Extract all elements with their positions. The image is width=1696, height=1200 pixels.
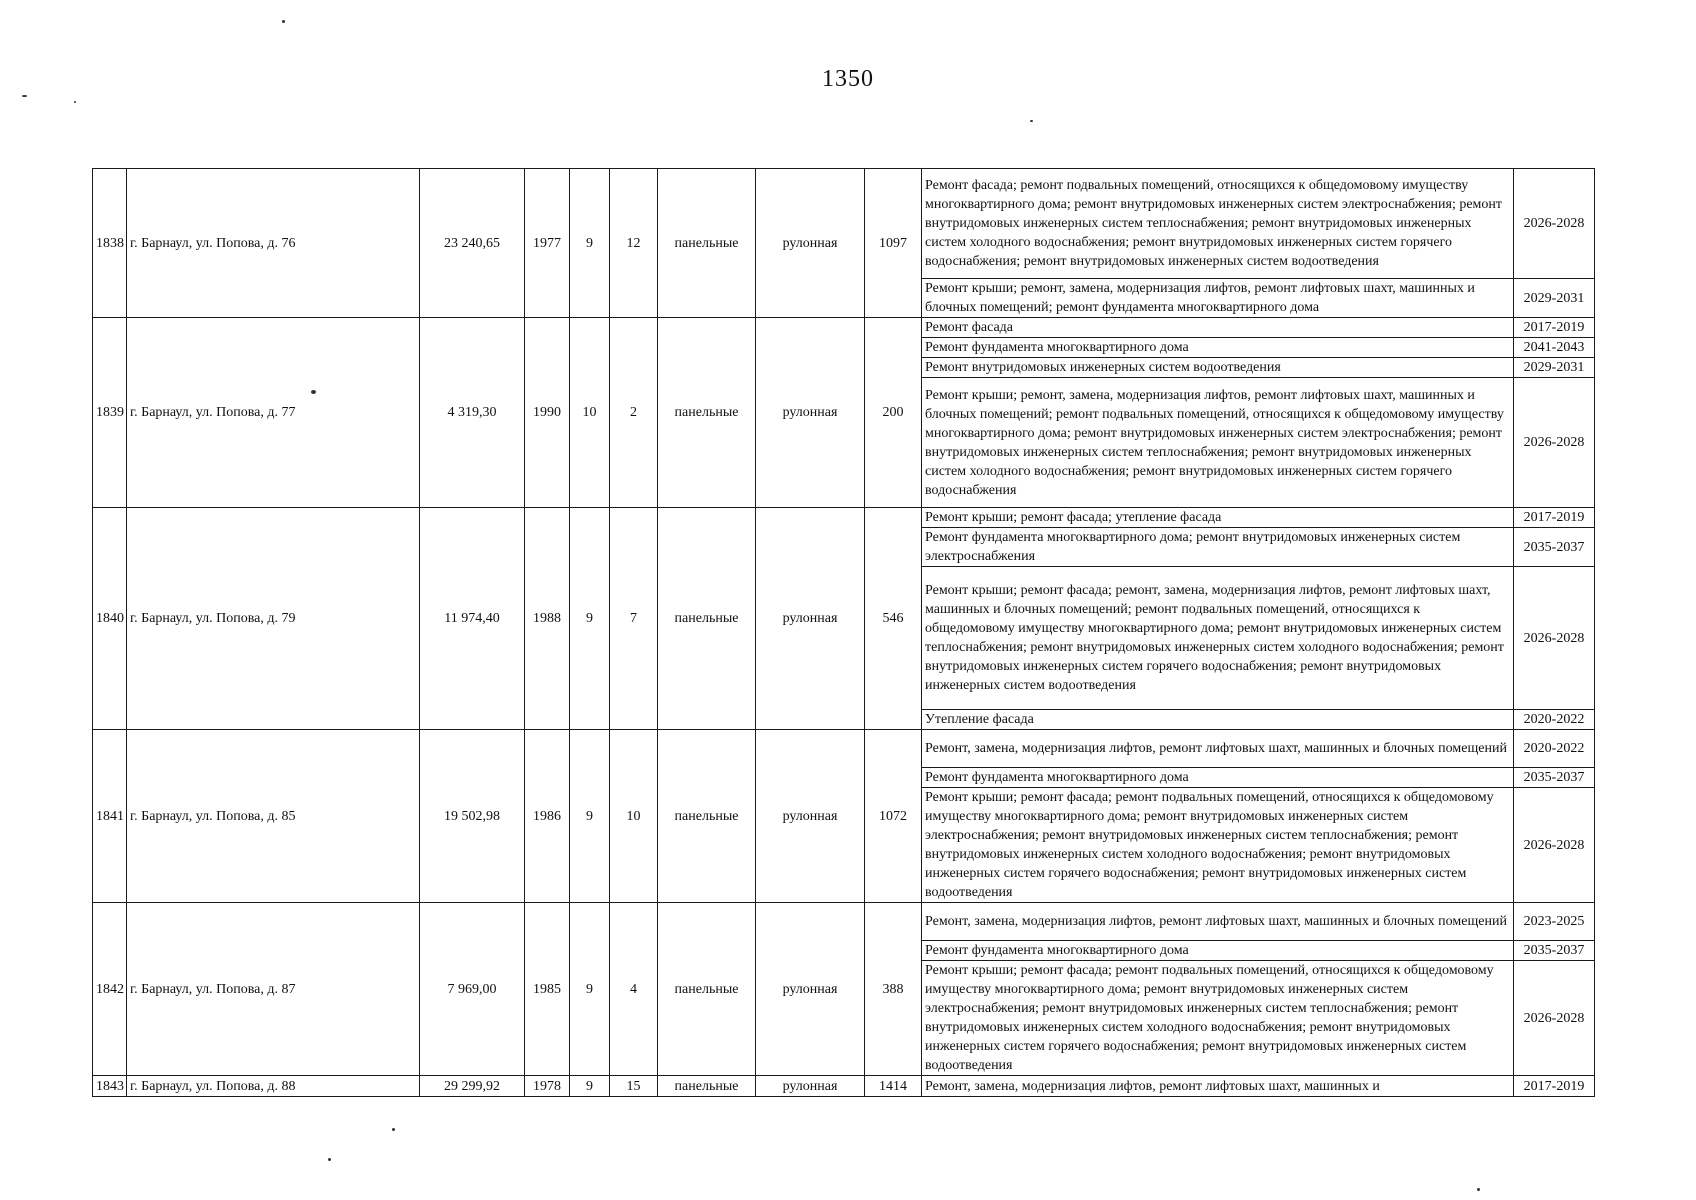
address: г. Барнаул, ул. Попова, д. 85 [127, 730, 420, 903]
work-description: Ремонт, замена, модернизация лифтов, ремонт лифтовых шахт, машинных и блочных помещений [922, 903, 1514, 941]
work-description: Ремонт крыши; ремонт фасада; ремонт, замена, модернизация лифтов, ремонт лифтовых шахт, машинных и блочных помещений; ремонт подвальных помещений, относящихся к общедомовому имуществу многоквартирного дома; ремонт внутридомовых инженерных систем теплоснабжения; ремонт внутридомовых инженерных систем холодного водоснабжения; ремонт внутридомовых инженерных систем горячего водоснабжения; ремонт внутридомовых инженерных систем водоотведения [922, 567, 1514, 710]
work-description: Ремонт крыши; ремонт, замена, модернизация лифтов, ремонт лифтовых шахт, машинных и блочных помещений; ремонт фундамента многоквартирного дома [922, 279, 1514, 318]
scan-speck [1477, 1188, 1480, 1191]
total-area: 4 319,30 [420, 318, 525, 508]
scan-speck [282, 20, 285, 23]
scan-speck [311, 390, 316, 394]
floors-count: 10 [570, 318, 610, 508]
work-description: Ремонт фундамента многоквартирного дома; ремонт внутридомовых инженерных систем электроснабжения [922, 528, 1514, 567]
work-description: Ремонт, замена, модернизация лифтов, ремонт лифтовых шахт, машинных и [922, 1076, 1514, 1097]
scan-speck [74, 101, 76, 103]
wall-material: панельные [658, 903, 756, 1076]
entrances-count: 10 [610, 730, 658, 903]
scan-speck [328, 1158, 331, 1161]
row-number: 1842 [93, 903, 127, 1076]
build-year: 1977 [525, 169, 570, 318]
address: г. Барнаул, ул. Попова, д. 88 [127, 1076, 420, 1097]
address: г. Барнаул, ул. Попова, д. 77 [127, 318, 420, 508]
build-year: 1985 [525, 903, 570, 1076]
roof-type: рулонная [756, 903, 865, 1076]
work-description: Ремонт внутридомовых инженерных систем водоотведения [922, 358, 1514, 378]
work-description: Ремонт фундамента многоквартирного дома [922, 768, 1514, 788]
residents-count: 1072 [865, 730, 922, 903]
address: г. Барнаул, ул. Попова, д. 76 [127, 169, 420, 318]
work-description: Ремонт фундамента многоквартирного дома [922, 941, 1514, 961]
work-period: 2041-2043 [1514, 338, 1595, 358]
table-row [93, 730, 1595, 768]
scan-speck [392, 1128, 395, 1131]
build-year: 1990 [525, 318, 570, 508]
work-period: 2017-2019 [1514, 508, 1595, 528]
work-period: 2017-2019 [1514, 1076, 1595, 1097]
work-period: 2026-2028 [1514, 169, 1595, 279]
work-period: 2020-2022 [1514, 730, 1595, 768]
entrances-count: 2 [610, 318, 658, 508]
table-row [93, 318, 1595, 338]
address: г. Барнаул, ул. Попова, д. 79 [127, 508, 420, 730]
work-period: 2026-2028 [1514, 567, 1595, 710]
floors-count: 9 [570, 508, 610, 730]
wall-material: панельные [658, 508, 756, 730]
scan-speck [22, 95, 27, 97]
entrances-count: 4 [610, 903, 658, 1076]
floors-count: 9 [570, 1076, 610, 1097]
build-year: 1988 [525, 508, 570, 730]
repair-schedule-table [92, 168, 1595, 1097]
work-description: Утепление фасада [922, 710, 1514, 730]
total-area: 29 299,92 [420, 1076, 525, 1097]
residents-count: 546 [865, 508, 922, 730]
work-period: 2023-2025 [1514, 903, 1595, 941]
work-description: Ремонт фасада; ремонт подвальных помещений, относящихся к общедомовому имуществу многоквартирного дома; ремонт внутридомовых инженерных систем электроснабжения; ремонт внутридомовых инженерных систем теплоснабжения; ремонт внутридомовых инженерных систем холодного водоснабжения; ремонт внутридомовых инженерных систем горячего водоснабжения; ремонт внутридомовых инженерных систем водоотведения [922, 169, 1514, 279]
row-number: 1840 [93, 508, 127, 730]
work-period: 2017-2019 [1514, 318, 1595, 338]
residents-count: 1414 [865, 1076, 922, 1097]
work-period: 2035-2037 [1514, 768, 1595, 788]
table-row [93, 508, 1595, 528]
table-row [93, 1076, 1595, 1097]
work-period: 2029-2031 [1514, 358, 1595, 378]
page-number: 1350 [822, 66, 874, 92]
work-period: 2026-2028 [1514, 961, 1595, 1076]
work-period: 2026-2028 [1514, 788, 1595, 903]
floors-count: 9 [570, 903, 610, 1076]
floors-count: 9 [570, 730, 610, 903]
wall-material: панельные [658, 1076, 756, 1097]
row-number: 1839 [93, 318, 127, 508]
roof-type: рулонная [756, 508, 865, 730]
work-period: 2026-2028 [1514, 378, 1595, 508]
work-period: 2035-2037 [1514, 528, 1595, 567]
entrances-count: 12 [610, 169, 658, 318]
work-period: 2035-2037 [1514, 941, 1595, 961]
work-period: 2020-2022 [1514, 710, 1595, 730]
build-year: 1986 [525, 730, 570, 903]
table-row [93, 903, 1595, 941]
floors-count: 9 [570, 169, 610, 318]
work-description: Ремонт, замена, модернизация лифтов, ремонт лифтовых шахт, машинных и блочных помещений [922, 730, 1514, 768]
work-period: 2029-2031 [1514, 279, 1595, 318]
work-description: Ремонт крыши; ремонт фасада; утепление фасада [922, 508, 1514, 528]
total-area: 7 969,00 [420, 903, 525, 1076]
table-row [93, 169, 1595, 279]
work-description: Ремонт фасада [922, 318, 1514, 338]
work-description: Ремонт крыши; ремонт фасада; ремонт подвальных помещений, относящихся к общедомовому имуществу многоквартирного дома; ремонт внутридомовых инженерных систем электроснабжения; ремонт внутридомовых инженерных систем теплоснабжения; ремонт внутридомовых инженерных систем холодного водоснабжения; ремонт внутридомовых инженерных систем горячего водоснабжения; ремонт внутридомовых инженерных систем водоотведения [922, 961, 1514, 1076]
wall-material: панельные [658, 730, 756, 903]
wall-material: панельные [658, 318, 756, 508]
table-body [93, 169, 1595, 1097]
scan-speck [1030, 120, 1033, 122]
work-description: Ремонт крыши; ремонт, замена, модернизация лифтов, ремонт лифтовых шахт, машинных и блочных помещений; ремонт подвальных помещений, относящихся к общедомовому имуществу многоквартирного дома; ремонт внутридомовых инженерных систем электроснабжения; ремонт внутридомовых инженерных систем теплоснабжения; ремонт внутридомовых инженерных систем холодного водоснабжения; ремонт внутридомовых инженерных систем горячего водоснабжения [922, 378, 1514, 508]
residents-count: 200 [865, 318, 922, 508]
total-area: 19 502,98 [420, 730, 525, 903]
total-area: 23 240,65 [420, 169, 525, 318]
entrances-count: 15 [610, 1076, 658, 1097]
row-number: 1843 [93, 1076, 127, 1097]
entrances-count: 7 [610, 508, 658, 730]
roof-type: рулонная [756, 318, 865, 508]
build-year: 1978 [525, 1076, 570, 1097]
roof-type: рулонная [756, 730, 865, 903]
wall-material: панельные [658, 169, 756, 318]
row-number: 1838 [93, 169, 127, 318]
total-area: 11 974,40 [420, 508, 525, 730]
work-description: Ремонт фундамента многоквартирного дома [922, 338, 1514, 358]
roof-type: рулонная [756, 169, 865, 318]
row-number: 1841 [93, 730, 127, 903]
work-description: Ремонт крыши; ремонт фасада; ремонт подвальных помещений, относящихся к общедомовому имуществу многоквартирного дома; ремонт внутридомовых инженерных систем электроснабжения; ремонт внутридомовых инженерных систем теплоснабжения; ремонт внутридомовых инженерных систем холодного водоснабжения; ремонт внутридомовых инженерных систем горячего водоснабжения; ремонт внутридомовых инженерных систем водоотведения [922, 788, 1514, 903]
residents-count: 388 [865, 903, 922, 1076]
roof-type: рулонная [756, 1076, 865, 1097]
residents-count: 1097 [865, 169, 922, 318]
address: г. Барнаул, ул. Попова, д. 87 [127, 903, 420, 1076]
